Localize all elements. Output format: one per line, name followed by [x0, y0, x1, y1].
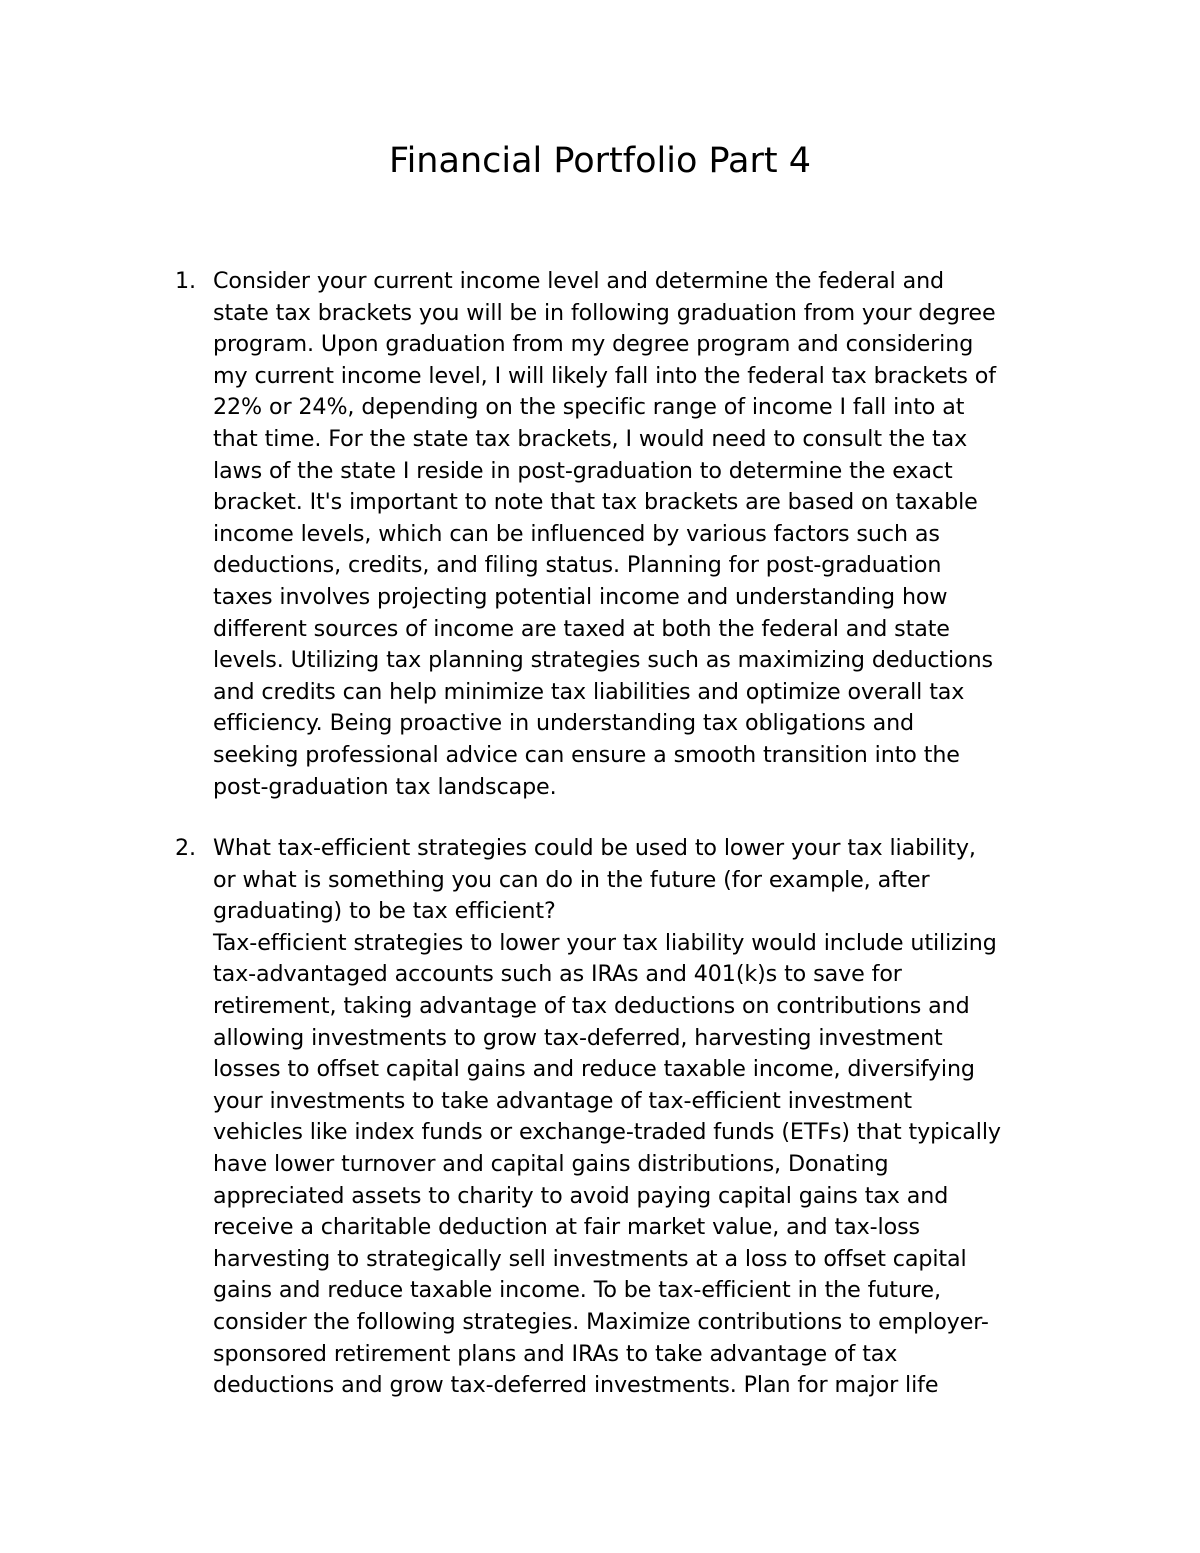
text-line: your investments to take advantage of tax-efficient investment: [213, 1087, 913, 1114]
text-line: allowing investments to grow tax-deferred, harvesting investment: [213, 1024, 943, 1051]
text-line: Consider your current income level and determine the federal and: [213, 268, 945, 294]
text-line: sponsored retirement plans and IRAs to take advantage of tax: [213, 1340, 898, 1367]
list-item-number: 1.: [175, 268, 196, 294]
text-line: bracket. It's important to note that tax brackets are based on taxable: [213, 489, 978, 516]
list-item-text: [213, 266, 1075, 803]
text-line: have lower turnover and capital gains distributions, Donating: [213, 1150, 889, 1177]
text-line: my current income level, I will likely fall into the federal tax brackets of: [213, 362, 996, 389]
text-line: income levels, which can be influenced by various factors such as: [213, 520, 940, 547]
text-line: receive a charitable deduction at fair market value, and tax-loss: [213, 1214, 920, 1241]
text-line: harvesting to strategically sell investments at a loss to offset capital: [213, 1245, 967, 1272]
text-line: seeking professional advice can ensure a smooth transition into the: [213, 741, 960, 768]
text-line: retirement, taking advantage of tax deductions on contributions and: [213, 992, 970, 1019]
text-line: gains and reduce taxable income. To be tax-efficient in the future,: [213, 1277, 941, 1304]
text-line: and credits can help minimize tax liabilities and optimize overall tax: [213, 678, 965, 705]
text-line: state tax brackets you will be in following graduation from your degree: [213, 299, 996, 326]
text-line: levels. Utilizing tax planning strategies such as maximizing deductions: [213, 647, 993, 674]
text-line: that time. For the state tax brackets, I would need to consult the tax: [213, 425, 968, 452]
text-line: 22% or 24%, depending on the specific range of income I fall into at: [213, 394, 965, 421]
page-title: Financial Portfolio Part 4: [389, 141, 811, 181]
text-line: vehicles like index funds or exchange-traded funds (ETFs) that typically: [213, 1119, 1001, 1146]
text-line: different sources of income are taxed at both the federal and state: [213, 615, 950, 642]
text-line: deductions and grow tax-deferred investments. Plan for major life: [213, 1372, 939, 1399]
list-item-text: [213, 833, 1075, 1402]
text-line: tax-advantaged accounts such as IRAs and 401(k)s to save for: [213, 961, 902, 988]
text-line: Tax-efficient strategies to lower your tax liability would include utilizing: [213, 929, 997, 956]
text-line: or what is something you can do in the future (for example, after: [213, 866, 930, 893]
text-line: graduating) to be tax efficient?: [213, 898, 556, 925]
text-line: efficiency. Being proactive in understanding tax obligations and: [213, 710, 915, 737]
text-line: program. Upon graduation from my degree program and considering: [213, 331, 974, 358]
text-line: consider the following strategies. Maximize contributions to employer-: [213, 1308, 989, 1335]
text-line: post-graduation tax landscape.: [213, 773, 557, 800]
text-line: deductions, credits, and filing status. Planning for post-graduation: [213, 552, 942, 579]
text-line: losses to offset capital gains and reduce taxable income, diversifying: [213, 1056, 975, 1083]
text-line: What tax-efficient strategies could be used to lower your tax liability,: [213, 835, 976, 861]
text-line: taxes involves projecting potential income and understanding how: [213, 583, 948, 610]
text-line: laws of the state I reside in post-graduation to determine the exact: [213, 457, 953, 484]
text-line: appreciated assets to charity to avoid paying capital gains tax and: [213, 1182, 949, 1209]
list-item-number: 2.: [175, 835, 196, 861]
